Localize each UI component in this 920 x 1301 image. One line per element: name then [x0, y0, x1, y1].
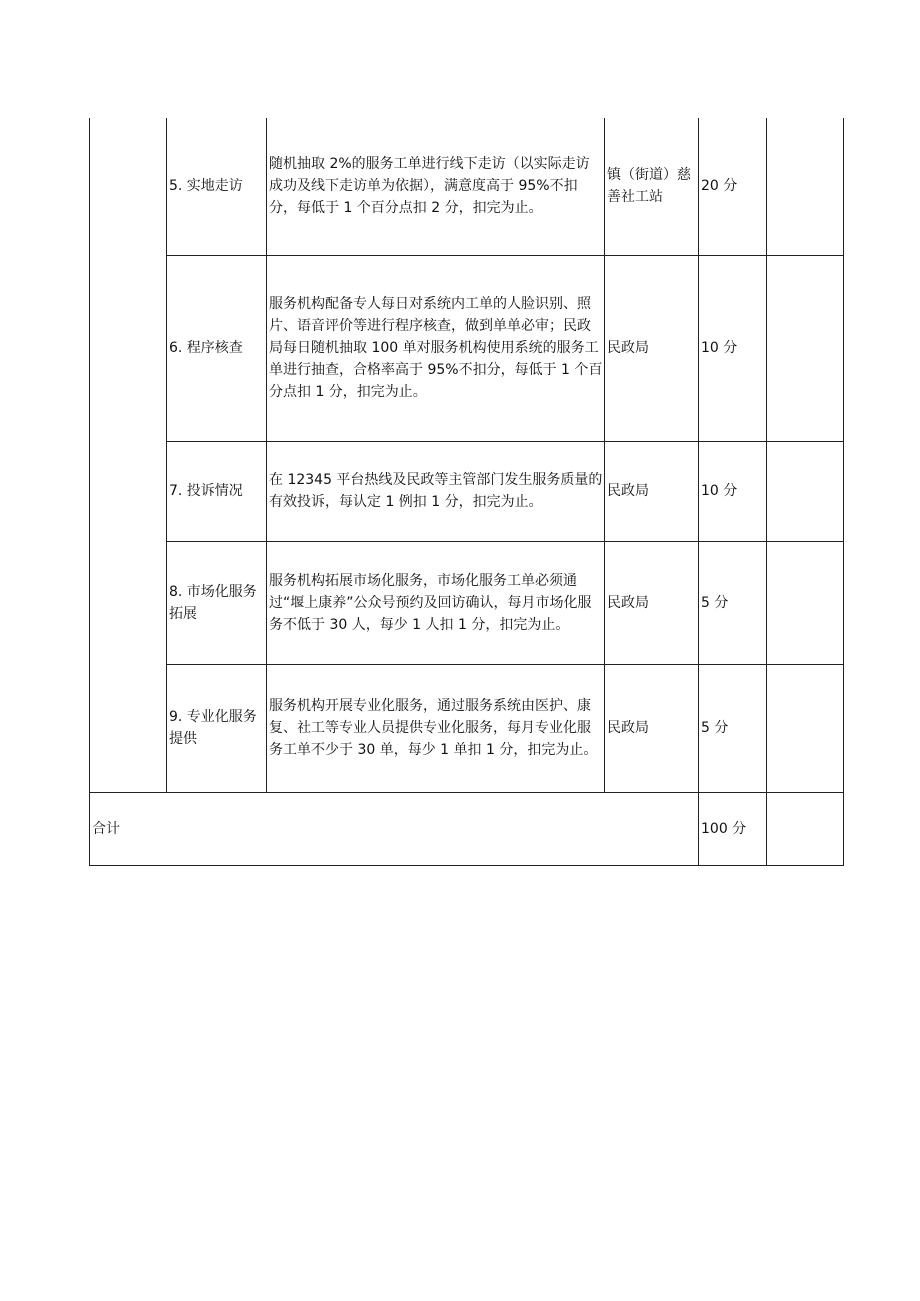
item-cell: 7. 投诉情况 [167, 441, 267, 541]
total-label: 合计 [90, 792, 699, 865]
table-row [90, 664, 844, 792]
department-cell: 镇（街道）慈善社工站 [605, 118, 699, 255]
score-cell: 10 分 [699, 255, 767, 441]
score-cell: 5 分 [699, 664, 767, 792]
remark-cell [767, 118, 844, 255]
description-cell: 服务机构拓展市场化服务，市场化服务工单必须通过“堰上康养”公众号预约及回访确认，每月市场化服务不低于 30 人，每少 1 人扣 1 分，扣完为止。 [267, 541, 605, 664]
total-row [90, 792, 844, 865]
table-row [90, 541, 844, 664]
item-cell: 6. 程序核查 [167, 255, 267, 441]
description-cell: 服务机构配备专人每日对系统内工单的人脸识别、照片、语音评价等进行程序核查，做到单单必审；民政局每日随机抽取 100 单对服务机构使用系统的服务工单进行抽查，合格率高于 95%不扣分，每低于 1 个百分点扣 1 分，扣完为止。 [267, 255, 605, 441]
department-cell: 民政局 [605, 541, 699, 664]
score-cell: 5 分 [699, 541, 767, 664]
department-cell: 民政局 [605, 255, 699, 441]
category-cell [90, 118, 167, 792]
assessment-table [89, 118, 844, 866]
remark-cell [767, 441, 844, 541]
total-score: 100 分 [699, 792, 767, 865]
department-cell: 民政局 [605, 441, 699, 541]
remark-cell [767, 541, 844, 664]
item-cell: 9. 专业化服务提供 [167, 664, 267, 792]
description-cell: 在 12345 平台热线及民政等主管部门发生服务质量的有效投诉，每认定 1 例扣 1 分，扣完为止。 [267, 441, 605, 541]
remark-cell [767, 255, 844, 441]
table-row [90, 255, 844, 441]
department-cell: 民政局 [605, 664, 699, 792]
score-cell: 10 分 [699, 441, 767, 541]
table-row [90, 118, 844, 255]
description-cell: 随机抽取 2%的服务工单进行线下走访（以实际走访成功及线下走访单为依据），满意度高于 95%不扣分，每低于 1 个百分点扣 2 分，扣完为止。 [267, 118, 605, 255]
table-row [90, 441, 844, 541]
description-cell: 服务机构开展专业化服务，通过服务系统由医护、康复、社工等专业人员提供专业化服务，每月专业化服务工单不少于 30 单，每少 1 单扣 1 分，扣完为止。 [267, 664, 605, 792]
total-remark [767, 792, 844, 865]
score-cell: 20 分 [699, 118, 767, 255]
remark-cell [767, 664, 844, 792]
item-cell: 8. 市场化服务拓展 [167, 541, 267, 664]
item-cell: 5. 实地走访 [167, 118, 267, 255]
